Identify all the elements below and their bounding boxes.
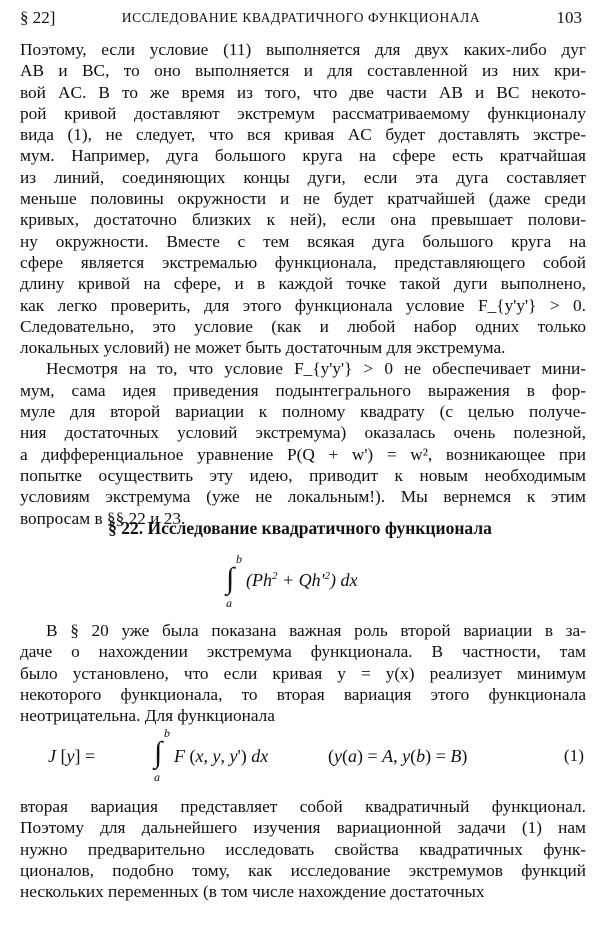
text-line: вторая вариация представляет собой квадратичный функционал. (20, 797, 586, 816)
text-line: а дифференциальное уравнение P(Q + w') = w², возникающее при (20, 444, 586, 464)
equation-number: (1) (563, 746, 584, 765)
text-line: рой кривой доставляют экстремум рассматриваемому функционалу (20, 103, 586, 123)
header-running-title: ИССЛЕДОВАНИЕ КВАДРАТИЧНОГО ФУНКЦИОНАЛА (121, 10, 481, 25)
paragraph-4 (20, 796, 586, 902)
header-section-ref: § 22] (20, 8, 56, 27)
text-line: меньше половины окружности и не будет кратчайшей (даже среди (20, 189, 586, 209)
text-line: сфере является экстремалью функционала, представляющего собой (20, 252, 586, 272)
text-line: Поэтому для дальнейшего изучения вариационной задачи (1) нам (20, 818, 586, 838)
text-line: некоторого функционала, то вторая вариация этого функционала (20, 684, 586, 704)
page-body-bottom (20, 796, 586, 902)
text-line: AB и BC, то оно выполняется и для составленной из них кри- (20, 61, 586, 81)
text-line: мум, сама идея приведения подынтегрального выражения в фор- (20, 380, 586, 400)
text-line: мум. Например, дуга большого круга на сфере есть кратчайшая (20, 146, 586, 166)
text-line: нескольких переменных (в том числе нахождение достаточных (20, 882, 485, 902)
text-line: муле для второй вариации к полному квадрату (с целью получе- (20, 402, 586, 422)
text-line: ния достаточных условий экстремума) оказалась очень полезной, (20, 423, 586, 443)
text-line: нужно предварительно исследовать свойства квадратичных функ- (20, 839, 586, 859)
section-formula: b ∫ a $(Ph^2 + Qh'^2)$ dx (226, 552, 358, 610)
text-line: условиям экстремума (уже не локальным!). Мы вернемся к этим (20, 487, 586, 507)
text-line: Следовательно, это условие (как и любой набор одних только (20, 316, 586, 336)
text-line: неотрицательна. Для функционала (20, 706, 275, 726)
text-line: длину кривой на сфере, и в каждой точке такой дуги выполнено, (20, 274, 586, 294)
text-line: кривых, достаточно близких к ней), если она превышает полови- (20, 210, 586, 230)
paragraph-2 (20, 358, 586, 528)
text-line: Несмотря на то, что условие F_{y'y'} > 0 не обеспечивает мини- (46, 359, 586, 379)
running-header (20, 8, 582, 34)
page-body-lower (20, 620, 586, 726)
text-line: вой AC. В то же время из того, что две части AB и BC некото- (20, 82, 586, 102)
text-line: В § 20 уже была показана важная роль второй вариации в за- (46, 621, 586, 640)
text-line: попытке осуществить эту идею, приводит к новым необходимым (20, 465, 586, 485)
text-line: Поэтому, если условие (11) выполняется для двух каких-либо дуг (20, 40, 586, 59)
paragraph-1 (20, 39, 586, 358)
text-line: локальных условий) не может быть достаточным для экстремума. (20, 338, 506, 358)
text-line: было установлено, что если кривая y = y(x) реализует минимум (20, 663, 586, 683)
page-body (20, 39, 586, 529)
page-number: 103 (556, 8, 582, 27)
section-title: § 22. Исследование квадратичного функционала (108, 518, 492, 538)
text-line: как легко проверить, для этого функционала условие F_{y'y'} > 0. (20, 295, 586, 315)
equation-1: J [y] = b ∫ a F (x, y, y') dx (y(a) = A, y(b) = B) (1) (48, 726, 584, 784)
text-line: вопросам в §§ 22 и 23. (20, 508, 186, 528)
text-line: из линий, соединяющих концы дуги, если эта дуга составляет (20, 167, 586, 187)
text-line: ционалов, подобно тому, как исследование экстремумов функций (20, 860, 586, 880)
text-line: ну окружности. Вместе с тем всякая дуга большого круга на (20, 231, 586, 251)
paragraph-3 (20, 620, 586, 726)
text-line: даче о нахождении экстремума функционала. В частности, там (20, 642, 586, 662)
text-line: вида (1), не следует, что вся кривая AC будет доставлять экстре- (20, 125, 586, 145)
